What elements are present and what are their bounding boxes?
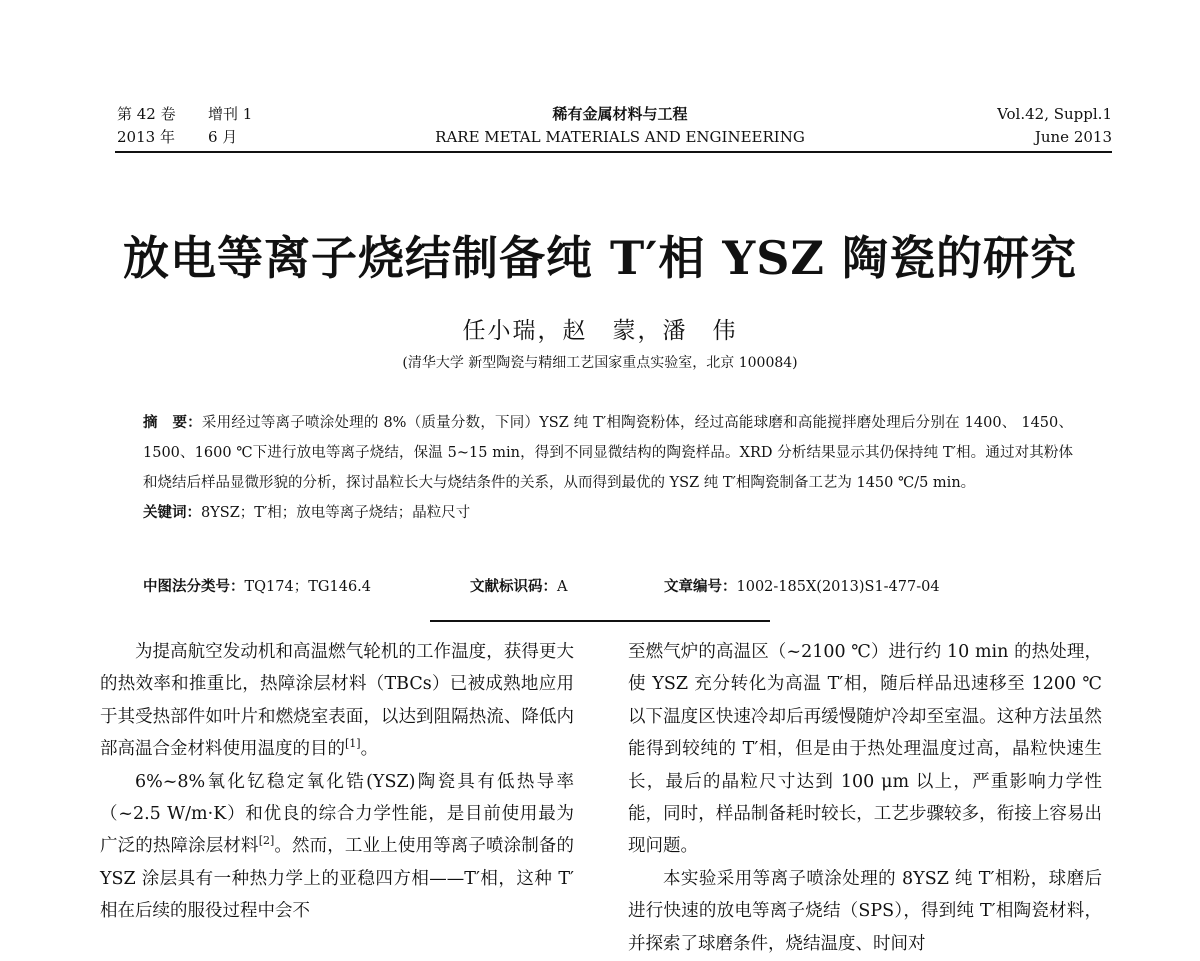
doc-label: 文献标识码： (470, 578, 557, 595)
article-value: 1002-185X(2013)S1-477-04 (736, 579, 940, 595)
body-right-column (628, 636, 1102, 960)
citation-ref: [1] (345, 737, 361, 751)
journal-title-en: RARE METAL MATERIALS AND ENGINEERING (435, 128, 805, 146)
section-divider (430, 620, 770, 622)
clc-label: 中图法分类号： (143, 578, 245, 595)
date-en: June 2013 (1034, 128, 1112, 146)
article-title: 放电等离子烧结制备纯 T′相 YSZ 陶瓷的研究 (122, 231, 1078, 285)
paragraph: 至燃气炉的高温区（~2100 ℃）进行约 10 min 的热处理，使 YSZ 充分转化为高温 T′相，随后样品迅速移至 1200 ℃以下温度区快速冷却后再缓慢随炉冷却至室温。这种方法虽然能得到较纯的 T′相，但是由于热处理温度过高，晶粒快速生长，最后的晶粒尺寸达到 100 μm 以上，严重影响力学性能，同时，样品制备耗时较长，工艺步骤较多，衔接上容易出现问题。 (628, 642, 1102, 857)
volume-cn: 第 42 卷 (117, 105, 176, 123)
citation-ref: [2] (258, 834, 275, 848)
clc-number (143, 576, 371, 598)
keywords-label: 关键词： (143, 504, 201, 521)
volume-en: Vol.42, Suppl.1 (997, 105, 1112, 123)
article-number (664, 576, 940, 598)
paragraph: 6%~8%氧化钇稳定氧化锆(YSZ)陶瓷具有低热导率（~2.5 W/m·K）和优良的综合力学性能，是目前使用最为广泛的热障涂层材料[2]。然而，工业上使用等离子喷涂制备的 YSZ 涂层具有一种热力学上的亚稳四方相——T′相，这种 T′相在后续的服役过程中会不 (100, 771, 575, 922)
clc-value: TQ174；TG146.4 (244, 579, 371, 595)
affiliation: (清华大学 新型陶瓷与精细工艺国家重点实验室，北京 100084) (402, 355, 798, 371)
year-cn: 2013 年 (117, 128, 175, 146)
doc-value: A (557, 579, 568, 595)
journal-title-cn: 稀有金属材料与工程 (552, 105, 688, 123)
month-cn: 6 月 (208, 128, 238, 146)
abstract (143, 408, 1073, 528)
issue-cn: 增刊 1 (208, 105, 253, 123)
article-label: 文章编号： (664, 578, 737, 595)
authors: 任小瑞，赵 蒙，潘 伟 (462, 318, 738, 344)
paragraph: 为提高航空发动机和高温燃气轮机的工作温度，获得更大的热效率和推重比，热障涂层材料（TBCs）已被成熟地应用于其受热部件如叶片和燃烧室表面，以达到阻隔热流、降低内部高温合金材料使用温度的目的[1]。 (100, 642, 574, 760)
header-rule (115, 151, 1112, 153)
body-left-column (100, 636, 574, 928)
keywords-text: 8YSZ；T′相；放电等离子烧结；晶粒尺寸 (201, 505, 471, 521)
abstract-text: 采用经过等离子喷涂处理的 8%（质量分数，下同）YSZ 纯 T′相陶瓷粉体，经过高能球磨和高能搅拌磨处理后分别在 1400、 1450、1500、1600 ℃下进行放电等离子烧结，保温 5~15 min，得到不同显微结构的陶瓷样品。XRD 分析结果显示其仍保持纯 T′相。通过对其粉体和烧结后样品显微形貌的分析，探讨晶粒长大与烧结条件的关系，从而得到最优的 YSZ 纯 T′相陶瓷制备工艺为 1450 ℃/5 min。 (143, 415, 1073, 491)
abstract-label: 摘 要： (143, 414, 202, 431)
document-code (470, 576, 567, 598)
paragraph: 本实验采用等离子喷涂处理的 8YSZ 纯 T′相粉，球磨后进行快速的放电等离子烧结（SPS），得到纯 T′相陶瓷材料，并探索了球磨条件，烧结温度、时间对 (628, 868, 1102, 954)
